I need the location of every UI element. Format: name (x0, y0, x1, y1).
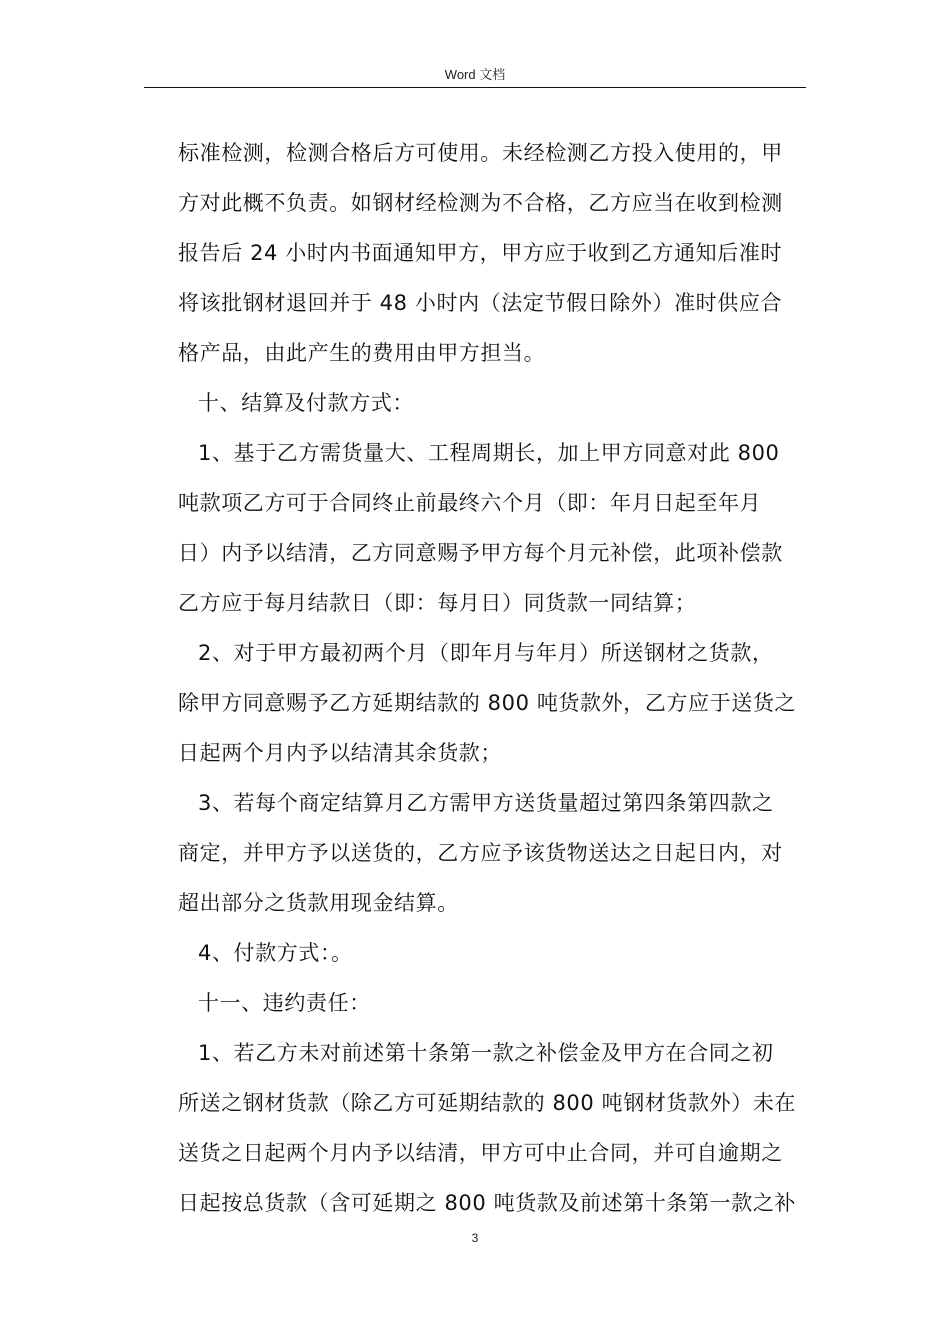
body-line: 格产品，由此产生的费用由甲方担当。 (178, 341, 546, 365)
body-line: 日起两个月内予以结清其余货款； (178, 741, 502, 765)
section-heading: 十、结算及付款方式： (198, 391, 414, 415)
body-line: 吨款项乙方可于合同终止前最终六个月（即：年月日起至年月 (178, 491, 762, 515)
body-line: 送货之日起两个月内予以结清，甲方可中止合同，并可自逾期之 (178, 1141, 783, 1165)
body-line: 1、基于乙方需货量大、工程周期长，加上甲方同意对此 800 (198, 441, 780, 465)
body-line: 所送之钢材货款（除乙方可延期结款的 800 吨钢材货款外）未在 (178, 1091, 797, 1115)
body-line: 乙方应于每月结款日（即：每月日）同货款一同结算； (178, 591, 697, 615)
section-heading: 十一、违约责任： (198, 991, 371, 1015)
body-line: 报告后 24 小时内书面通知甲方，甲方应于收到乙方通知后准时 (178, 241, 783, 265)
body-line: 1、若乙方未对前述第十条第一款之补偿金及甲方在合同之初 (198, 1041, 774, 1065)
document-body (178, 128, 804, 1228)
body-line: 除甲方同意赐予乙方延期结款的 800 吨货款外，乙方应于送货之 (178, 691, 797, 715)
body-line: 日起按总货款（含可延期之 800 吨货款及前述第十条第一款之补 (178, 1191, 797, 1215)
body-line: 商定，并甲方予以送货的，乙方应予该货物送达之日起日内，对 (178, 841, 783, 865)
page-number: 3 (471, 1231, 479, 1245)
body-line: 日）内予以结清，乙方同意赐予甲方每个月元补偿，此项补偿款 (178, 541, 783, 565)
document-header-label: Word 文档 (444, 67, 506, 82)
body-line: 4、付款方式：。 (198, 941, 353, 965)
body-line: 3、若每个商定结算月乙方需甲方送货量超过第四条第四款之 (198, 791, 774, 815)
body-line: 将该批钢材退回并于 48 小时内（法定节假日除外）准时供应合 (178, 291, 783, 315)
body-line: 方对此概不负责。如钢材经检测为不合格，乙方应当在收到检测 (178, 191, 783, 215)
body-line: 超出部分之货款用现金结算。 (178, 891, 459, 915)
header-divider (144, 87, 806, 88)
body-line: 标准检测，检测合格后方可使用。未经检测乙方投入使用的，甲 (178, 141, 783, 165)
body-line: 2、对于甲方最初两个月（即年月与年月）所送钢材之货款， (198, 641, 774, 665)
